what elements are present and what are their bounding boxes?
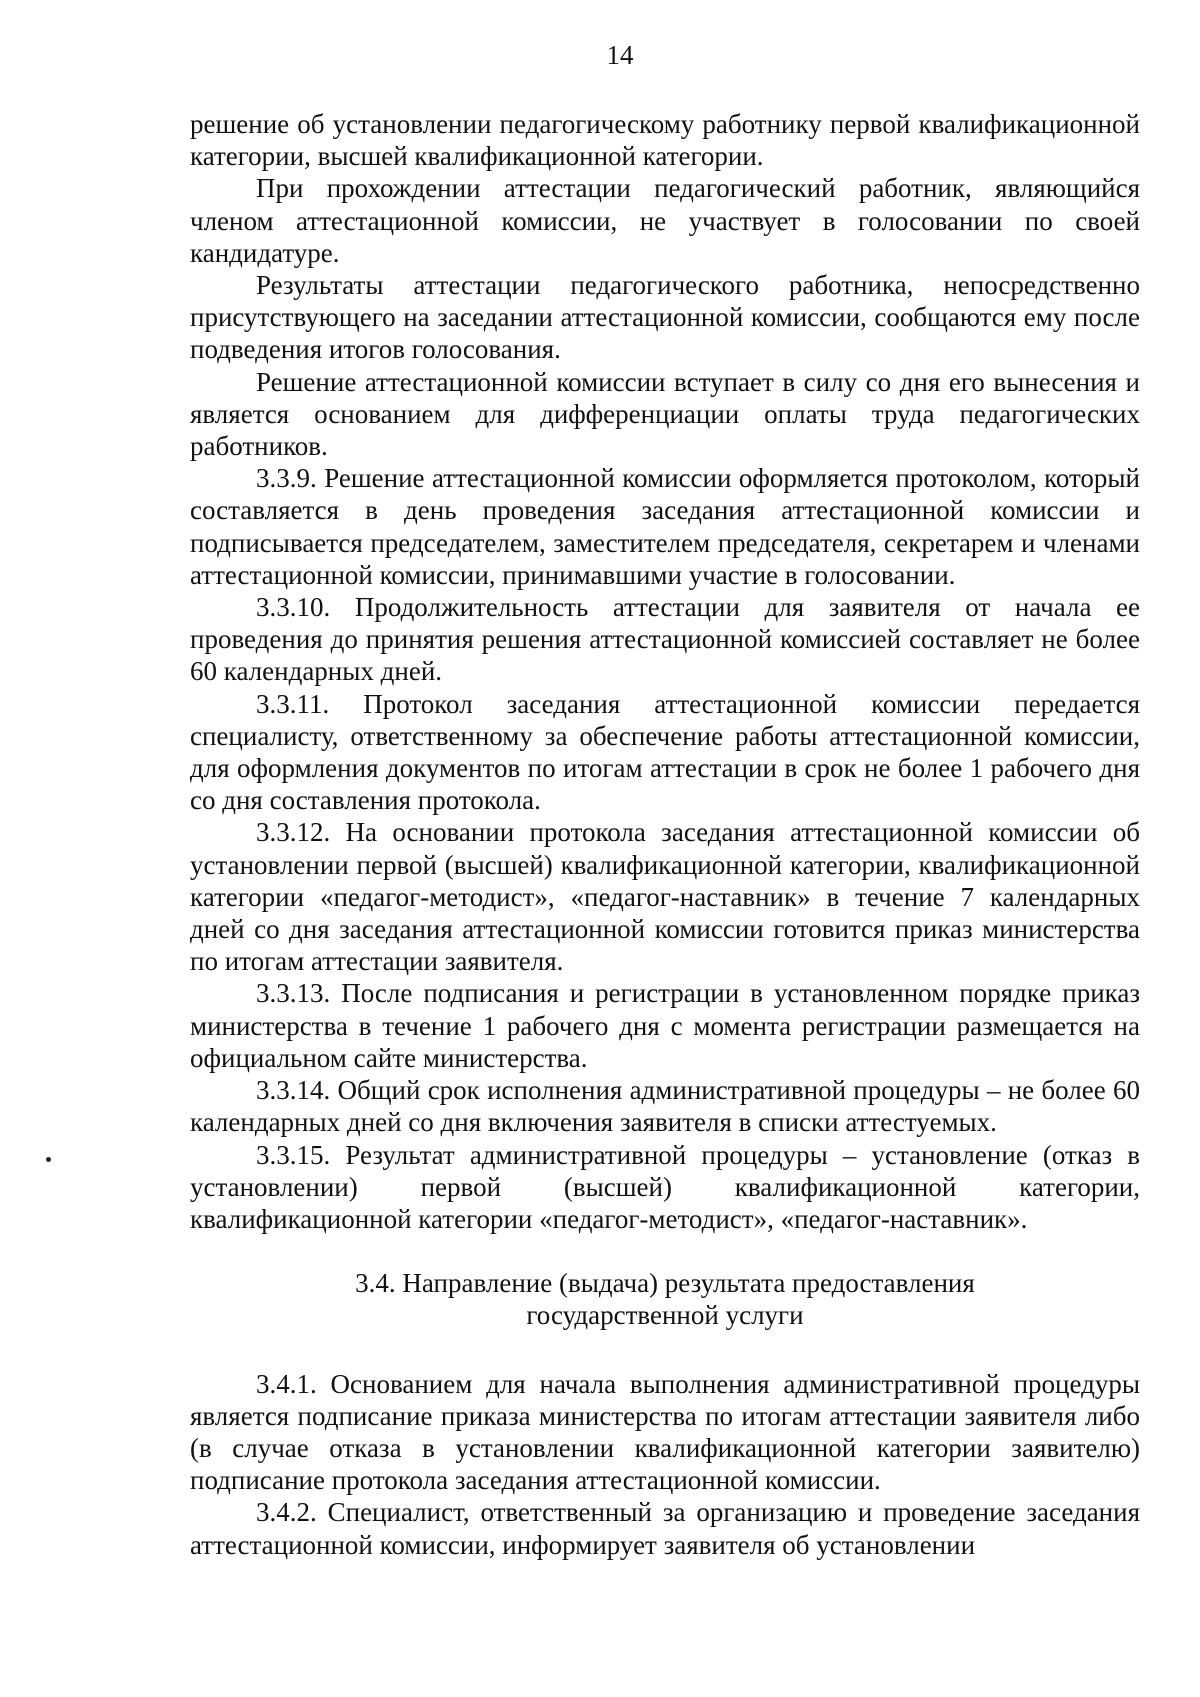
paragraph-3-3-9: 3.3.9. Решение аттестационной комиссии оформляется протоколом, который составляется в день проведения заседания аттестационной комиссии и подписывается председателем, заместителем председателя, секретарем и членами аттестационной комиссии, принимавшими участие в голосовании. (190, 463, 1140, 590)
paragraph-3-3-12: 3.3.12. На основании протокола заседания аттестационной комиссии об установлении первой (высшей) квалификационной категории, квалификационной категории «педагог-методист», «педагог-наставник» в течение 7 календарных дней со дня заседания аттестационной комиссии готовится приказ министерства по итогам аттестации заявителя. (190, 817, 1140, 977)
paragraph-3-3-13: 3.3.13. После подписания и регистрации в установленном порядке приказ министерства в течение 1 рабочего дня с момента регистрации размещается на официальном сайте министерства. (190, 978, 1140, 1073)
scan-speck (46, 1157, 51, 1162)
paragraph-3-3-14: 3.3.14. Общий срок исполнения административной процедуры – не более 60 календарных дней со дня включения заявителя в списки аттестуемых. (190, 1075, 1140, 1138)
section-heading-line-2: государственной услуги (526, 1300, 804, 1331)
paragraph-3-3-15: 3.3.15. Результат административной процедуры – установление (отказ в установлении) первой (высшей) квалификационной категории, квалификационной категории «педагог-методист», «педагог-наставник». (190, 1139, 1140, 1234)
document-body (190, 108, 1140, 1561)
paragraph-3-3-11: 3.3.11. Протокол заседания аттестационной комиссии передается специалисту, ответственному за обеспечение работы аттестационной комиссии, для оформления документов по итогам аттестации в срок не более 1 рабочего дня со дня составления протокола. (190, 688, 1140, 816)
page-number: 14 (606, 40, 634, 70)
paragraph-continuation: решение об установлении педагогическому работнику первой квалификационной категории, высшей квалификационной категории. (190, 109, 1140, 172)
section-heading (190, 1267, 1140, 1331)
paragraph-3-3-10: 3.3.10. Продолжительность аттестации для заявителя от начала ее проведения до принятия решения аттестационной комиссией составляет не более 60 календарных дней. (190, 592, 1140, 687)
paragraph-attestation-member: При прохождении аттестации педагогический работник, являющийся членом аттестационной комиссии, не участвует в голосовании по своей кандидатуре. (190, 173, 1140, 268)
paragraph-3-4-2: 3.4.2. Специалист, ответственный за организацию и проведение заседания аттестационной комиссии, информирует заявителя об установлении (190, 1497, 1140, 1560)
paragraph-3-4-1: 3.4.1. Основанием для начала выполнения административной процедуры является подписание приказа министерства по итогам аттестации заявителя либо (в случае отказа в установлении квалификационной категории заявителю) подписание протокола заседания аттестационной комиссии. (190, 1368, 1140, 1496)
paragraph-results: Результаты аттестации педагогического работника, непосредственно присутствующего на заседании аттестационной комиссии, сообщаются ему после подведения итогов голосования. (190, 270, 1140, 365)
paragraph-decision: Решение аттестационной комиссии вступает в силу со дня его вынесения и является основанием для дифференциации оплаты труда педагогических работников. (190, 366, 1140, 462)
section-heading-line-1: 3.4. Направление (выдача) результата предоставления (355, 1268, 975, 1299)
